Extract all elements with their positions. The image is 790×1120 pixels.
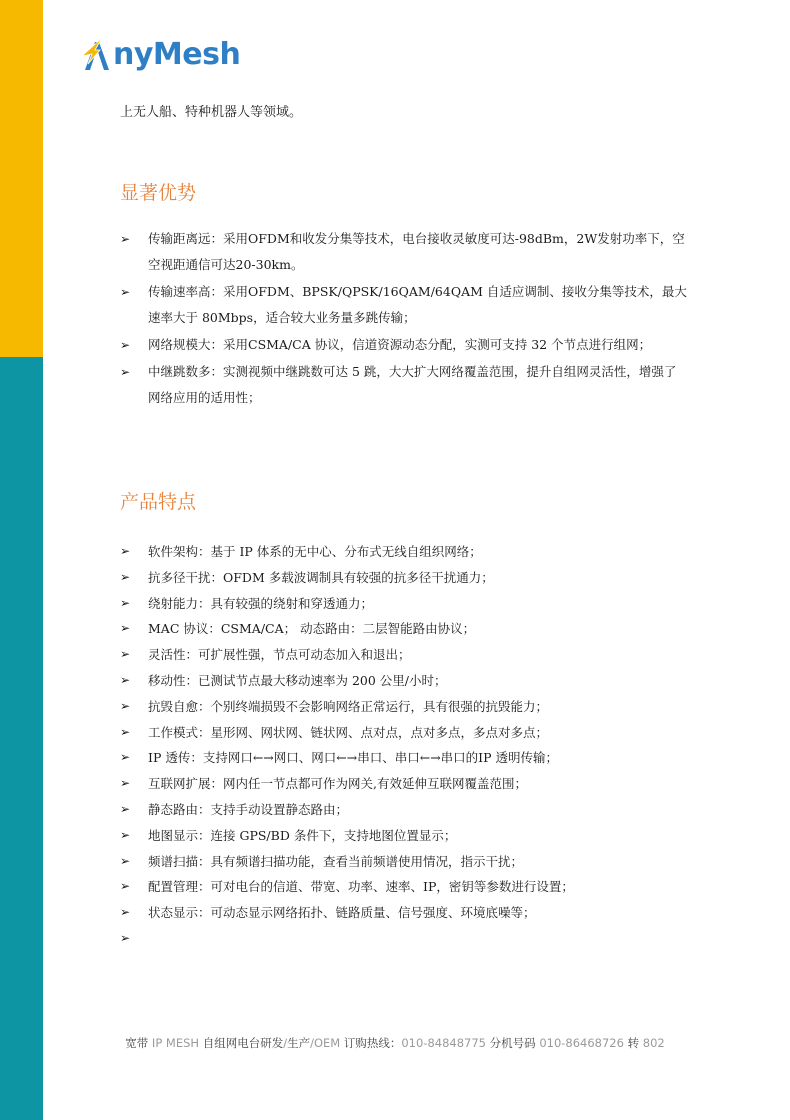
list-item: ➢ 静态路由：支持手动设置静态路由；	[120, 797, 688, 823]
arrow-icon: ➢	[120, 905, 131, 920]
list-item: ➢ 传输距离远：采用OFDM和收发分集等技术，电台接收灵敏度可达-98dBm，2W发射功率下，空空视距通信可达20-30km。	[120, 226, 688, 278]
list-item: ➢ 软件架构：基于 IP 体系的无中心、分布式无线自组织网络；	[120, 539, 688, 565]
arrow-icon: ➢	[120, 853, 131, 868]
arrow-icon: ➢	[120, 801, 131, 816]
logo-text: nyMesh	[113, 36, 241, 72]
list-item: ➢ 互联网扩展：网内任一节点都可作为网关,有效延伸互联网覆盖范围；	[120, 771, 688, 797]
list-item: ➢ 状态显示：可动态显示网络拓扑、链路质量、信号强度、环境底噪等；	[120, 900, 688, 926]
arrow-icon: ➢	[120, 879, 131, 894]
list-item: ➢ 中继跳数多：实测视频中继跳数可达 5 跳，大大扩大网络覆盖范围，提升自组网灵活性，增强了网络应用的适用性；	[120, 359, 688, 411]
footer: 宽带 IP MESH 自组网电台研发/生产/OEM 订购热线：010-84848775 分机号码 010-86468726 转 802	[125, 1036, 665, 1050]
arrow-icon: ➢	[120, 232, 131, 246]
arrow-icon: ➢	[120, 544, 131, 558]
arrow-icon: ➢	[120, 827, 131, 842]
advantages-list	[120, 226, 688, 412]
list-item: ➢ 网络规模大：采用CSMA/CA 协议，信道资源动态分配，实测可支持 32 个节点进行组网；	[120, 332, 688, 358]
arrow-icon: ➢	[120, 569, 131, 584]
list-item: ➢ MAC 协议：CSMA/CA； 动态路由：二层智能路由协议；	[120, 616, 688, 642]
list-item: ➢ 工作模式：星形网、网状网、链状网、点对点，点对多点，多点对多点；	[120, 720, 688, 746]
arrow-icon: ➢	[120, 621, 131, 636]
list-item: ➢ 抗多径干扰：OFDM 多载波调制具有较强的抗多径干扰通力；	[120, 565, 688, 591]
arrow-icon: ➢	[120, 672, 131, 687]
list-item: ➢ 移动性：已测试节点最大移动速率为 200 公里/小时；	[120, 668, 688, 694]
arrow-icon: ➢	[120, 750, 131, 765]
list-item: ➢ IP 透传：支持网口←→网口、网口←→串口、串口←→串口的IP 透明传输；	[120, 745, 688, 771]
list-item: ➢ 地图显示：连接 GPS/BD 条件下，支持地图位置显示；	[120, 823, 688, 849]
arrow-icon: ➢	[120, 776, 131, 791]
arrow-icon: ➢	[120, 365, 131, 379]
list-item: ➢ 抗毁自愈：个别终端损毁不会影响网络正常运行，具有很强的抗毁能力；	[120, 694, 688, 720]
arrow-icon: ➢	[120, 338, 131, 352]
list-item: ➢ 绕射能力：具有较强的绕射和穿透通力；	[120, 591, 688, 617]
advantages-heading: 显著优势	[120, 182, 197, 204]
arrow-icon: ➢	[120, 724, 131, 739]
arrow-icon: ➢	[120, 595, 131, 610]
arrow-icon: ➢	[120, 285, 131, 299]
list-item: ➢ 频谱扫描：具有频谱扫描功能，查看当前频谱使用情况，指示干扰；	[120, 849, 688, 875]
list-item: ➢ 配置管理：可对电台的信道、带宽、功率、速率、IP，密钥等参数进行设置；	[120, 874, 688, 900]
features-heading: 产品特点	[120, 491, 197, 513]
features-list	[120, 539, 688, 945]
arrow-icon: ➢	[120, 930, 131, 945]
arrow-icon: ➢	[120, 647, 131, 662]
intro-text: 上无人船、特种机器人等领域。	[120, 105, 303, 120]
logo	[82, 34, 240, 74]
logo-a-icon	[82, 36, 112, 72]
side-bar-yellow	[0, 0, 43, 357]
list-item: ➢ 传输速率高：采用OFDM、BPSK/QPSK/16QAM/64QAM 自适应调制、接收分集等技术，最大速率大于 80Mbps，适合较大业务量多跳传输；	[120, 279, 688, 331]
list-item: ➢ 灵活性：可扩展性强，节点可动态加入和退出；	[120, 642, 688, 668]
arrow-icon: ➢	[120, 698, 131, 713]
side-bar-teal	[0, 357, 43, 1120]
